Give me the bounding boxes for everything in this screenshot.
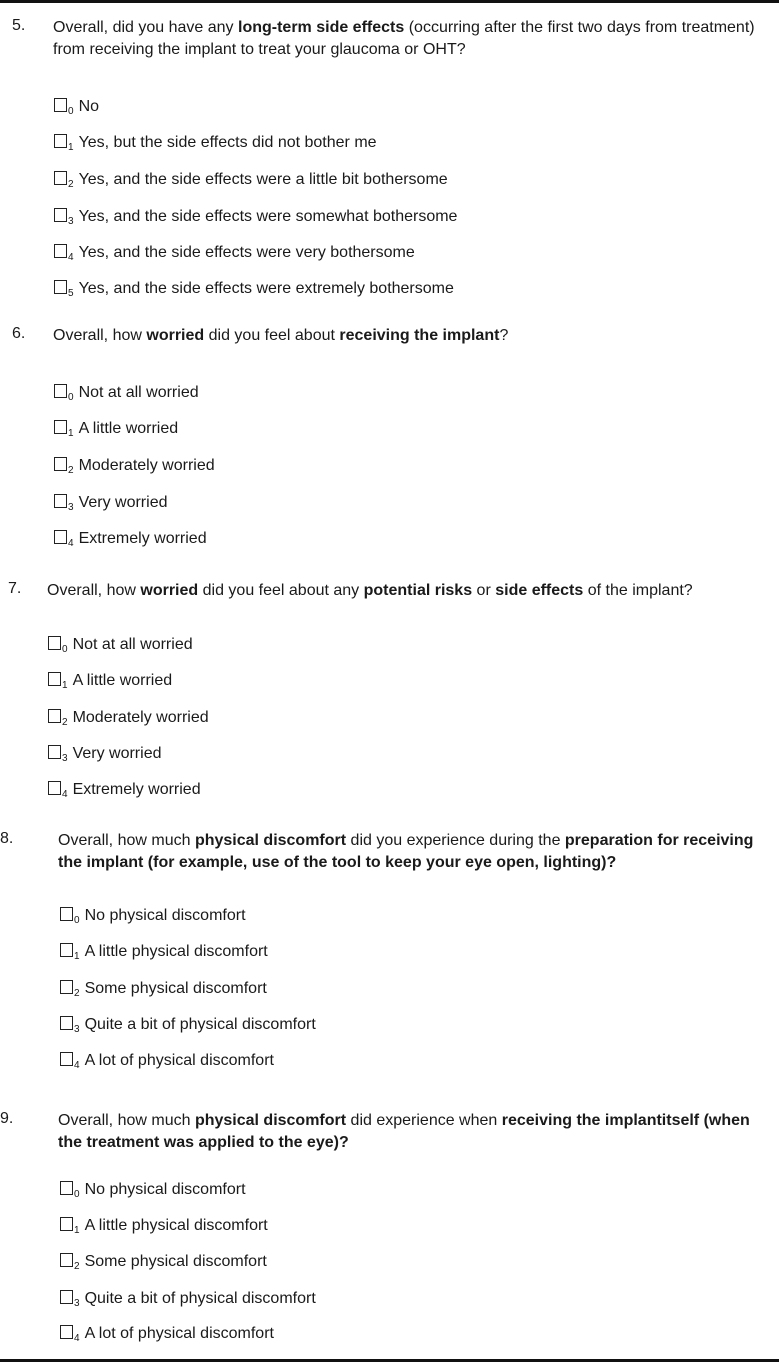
question-text [58,830,773,874]
question-text-segment: Overall, how [53,327,147,344]
answer-option[interactable] [60,1287,316,1311]
question-number: 9. [0,1110,14,1127]
checkbox-icon[interactable] [54,244,67,258]
option-code: 0 [62,644,68,655]
option-label: Some physical discomfort [84,1253,267,1270]
checkbox-icon[interactable] [48,709,61,723]
question-number: 5. [12,17,26,34]
checkbox-icon[interactable] [54,457,67,471]
question-text-segment: did you feel about any [198,582,364,599]
option-code: 1 [68,428,74,439]
option-code: 4 [74,1333,80,1344]
option-label: Very worried [78,494,168,511]
question-text-bold-segment: receiving the implantitself (when the treatment was applied to the eye)? [58,1112,750,1151]
checkbox-icon[interactable] [54,530,67,544]
question-text-bold-segment: preparation for receiving the implant (for example, use of the tool to keep your eye open, lighting)? [58,832,754,871]
question-text-segment: (occurring after the first two days from treatment) from receiving the implant to treat your glaucoma or OHT? [53,19,755,58]
question-text-bold-segment: worried [140,582,199,599]
option-label: Very worried [72,745,162,762]
option-label: Moderately worried [78,457,215,474]
answer-option[interactable] [54,205,457,229]
option-label: Not at all worried [78,384,199,401]
question-number: 8. [0,830,14,847]
option-code: 2 [62,717,68,728]
question-text-segment: Overall, how much [58,1112,195,1129]
checkbox-icon[interactable] [60,943,73,957]
answer-option[interactable] [54,168,448,192]
question-text-bold-segment: receiving the implant [339,327,500,344]
question-text-bold-segment: side effects [495,582,584,599]
answer-option[interactable] [60,1049,274,1073]
checkbox-icon[interactable] [54,208,67,222]
option-code: 3 [68,216,74,227]
option-code: 1 [74,951,80,962]
answer-option[interactable] [54,454,215,478]
question-text-segment: did you feel about [204,327,340,344]
checkbox-icon[interactable] [54,494,67,508]
option-code: 4 [68,252,74,263]
option-label: Extremely worried [72,781,201,798]
option-label: Yes, and the side effects were extremely bothersome [78,280,454,297]
option-label: Some physical discomfort [84,980,267,997]
option-label: No physical discomfort [84,907,246,924]
answer-option[interactable] [54,417,178,441]
answer-option[interactable] [48,669,172,693]
top-rule [0,0,779,3]
option-code: 3 [62,753,68,764]
option-code: 4 [62,789,68,800]
question-text-segment: did you experience during the [346,832,565,849]
question-text-bold-segment: potential risks [363,582,473,599]
option-code: 0 [74,1189,80,1200]
option-label: Extremely worried [78,530,207,547]
checkbox-icon[interactable] [60,1052,73,1066]
question-text-bold-segment: long-term side effects [238,19,405,36]
answer-option[interactable] [54,277,454,301]
option-label: A little physical discomfort [84,1217,268,1234]
question-number: 7. [8,580,22,597]
answer-option[interactable] [60,904,246,928]
checkbox-icon[interactable] [54,384,67,398]
question-text [53,325,773,347]
option-label: A little worried [72,672,173,689]
question-text-segment: or [472,582,496,599]
answer-option[interactable] [54,241,415,265]
checkbox-icon[interactable] [48,781,61,795]
option-code: 3 [74,1298,80,1309]
checkbox-icon[interactable] [60,1290,73,1304]
answer-option[interactable] [60,1178,246,1202]
checkbox-icon[interactable] [48,636,61,650]
answer-option[interactable] [54,527,207,551]
option-label: A little worried [78,420,179,437]
option-code: 1 [62,680,68,691]
question-text-segment: ? [499,327,509,344]
answer-option[interactable] [54,95,99,119]
question-text-bold-segment: physical discomfort [194,832,347,849]
checkbox-icon[interactable] [60,1253,73,1267]
answer-option[interactable] [60,1214,268,1238]
question-text-bold-segment: worried [146,327,205,344]
answer-option[interactable] [60,1250,267,1274]
option-code: 4 [68,538,74,549]
option-code: 2 [74,1261,80,1272]
answer-option[interactable] [54,381,199,405]
answer-option[interactable] [60,977,267,1001]
bottom-rule [0,1359,779,1362]
checkbox-icon[interactable] [54,420,67,434]
question-text-segment: did experience when [346,1112,502,1129]
checkbox-icon[interactable] [60,907,73,921]
answer-option[interactable] [60,1322,274,1346]
checkbox-icon[interactable] [48,672,61,686]
answer-option[interactable] [60,1013,316,1037]
question-text-segment: Overall, did you have any [53,19,238,36]
answer-option[interactable] [48,706,209,730]
option-code: 3 [74,1024,80,1035]
option-code: 3 [68,502,74,513]
option-code: 1 [68,142,74,153]
option-code: 4 [74,1060,80,1071]
option-code: 2 [74,988,80,999]
option-code: 2 [68,179,74,190]
checkbox-icon[interactable] [54,134,67,148]
option-label: No [78,98,100,115]
option-label: Yes, and the side effects were very bothersome [78,244,415,261]
checkbox-icon[interactable] [54,280,67,294]
option-label: Yes, and the side effects were somewhat bothersome [78,208,458,225]
checkbox-icon[interactable] [60,1181,73,1195]
question-text-bold-segment: physical discomfort [194,1112,347,1129]
option-label: Yes, and the side effects were a little bit bothersome [78,171,448,188]
question-text [53,17,773,61]
option-label: Quite a bit of physical discomfort [84,1290,316,1307]
answer-option[interactable] [54,491,167,515]
checkbox-icon[interactable] [60,980,73,994]
question-number: 6. [12,325,26,342]
option-label: A lot of physical discomfort [84,1325,274,1342]
answer-option[interactable] [48,778,201,802]
checkbox-icon[interactable] [60,1325,73,1339]
option-code: 1 [74,1225,80,1236]
checkbox-icon[interactable] [60,1217,73,1231]
option-code: 0 [68,392,74,403]
option-label: Yes, but the side effects did not bother me [78,134,377,151]
option-label: Not at all worried [72,636,193,653]
option-label: No physical discomfort [84,1181,246,1198]
checkbox-icon[interactable] [54,171,67,185]
question-text-segment: of the implant? [583,582,693,599]
option-code: 5 [68,288,74,299]
question-text-segment: Overall, how [47,582,141,599]
answer-option[interactable] [48,633,193,657]
option-label: A little physical discomfort [84,943,268,960]
question-text [58,1110,773,1154]
answer-option[interactable] [54,131,377,155]
option-code: 0 [74,915,80,926]
checkbox-icon[interactable] [54,98,67,112]
checkbox-icon[interactable] [48,745,61,759]
option-code: 0 [68,106,74,117]
answer-option[interactable] [60,940,268,964]
option-label: A lot of physical discomfort [84,1052,274,1069]
checkbox-icon[interactable] [60,1016,73,1030]
question-text [47,580,773,602]
option-code: 2 [68,465,74,476]
option-label: Moderately worried [72,709,209,726]
answer-option[interactable] [48,742,161,766]
question-text-segment: Overall, how much [58,832,195,849]
option-label: Quite a bit of physical discomfort [84,1016,316,1033]
